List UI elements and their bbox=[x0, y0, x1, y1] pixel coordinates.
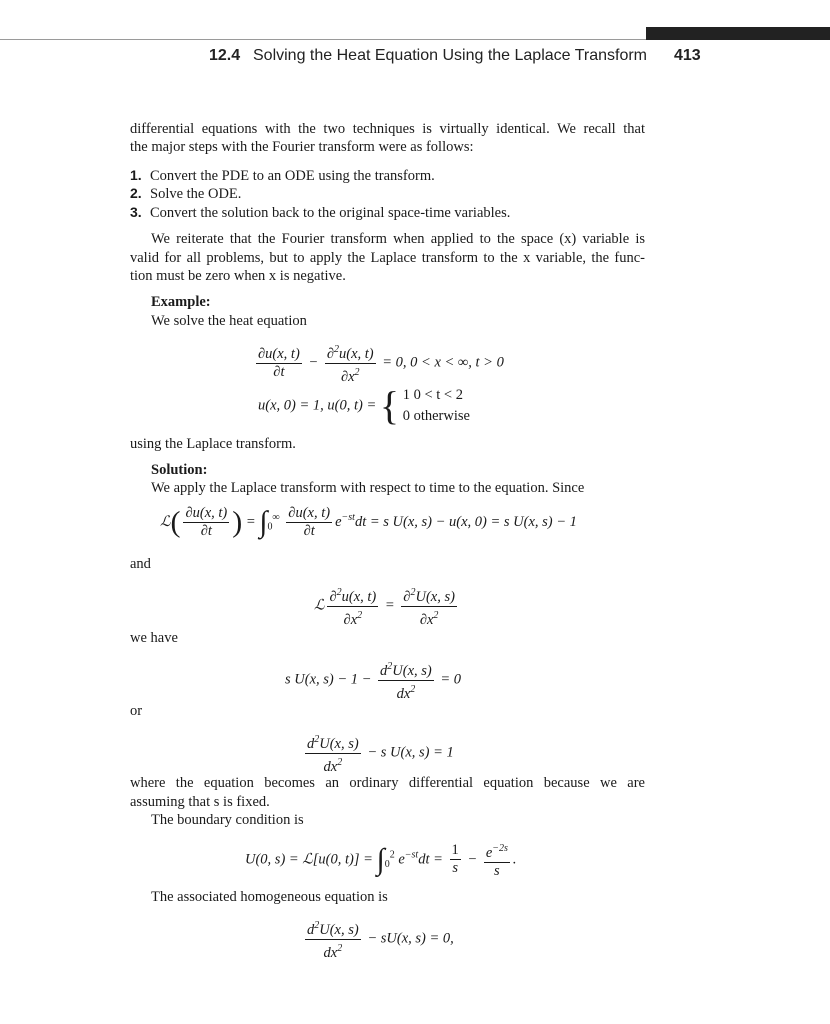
paragraph-line: assuming that s is fixed. bbox=[130, 794, 270, 810]
section-number: 12.4 bbox=[209, 47, 241, 64]
laplace-space-derivative: ℒ $\frac{\partial^2u(x, t)}{\partial x^2}$ = $\frac{\partial^2U(x, s)}{\partial x^2}$ bbox=[314, 584, 460, 629]
paragraph-line: The boundary condition is bbox=[151, 812, 304, 828]
list-number: 2. bbox=[130, 185, 142, 201]
case-line: 0 otherwise bbox=[402, 408, 470, 424]
paragraph-line: We solve the heat equation bbox=[151, 313, 307, 329]
laplace-result: dt = s U(x, s) − u(x, 0) = s U(x, s) − 1 bbox=[354, 513, 577, 530]
paragraph-line: or bbox=[130, 703, 143, 719]
header-tab-block bbox=[646, 27, 830, 40]
initial-conditions: u(x, 0) = 1, u(0, t) = { 1 0 < t < 2 0 otherwise bbox=[258, 383, 470, 428]
list-text: Convert the solution back to the original space-time variables. bbox=[150, 205, 511, 221]
running-header bbox=[0, 45, 704, 69]
condition-text: u(x, 0) = 1, u(0, t) = bbox=[258, 397, 377, 414]
rearranged-ode: $\frac{d^2U(x, s)}{dx^2}$ − s U(x, s) = 1 bbox=[302, 731, 454, 776]
list-text: Convert the PDE to an ODE using the transform. bbox=[150, 168, 435, 184]
paragraph-line: We apply the Laplace transform with respect to time to the equation. Since bbox=[151, 480, 585, 496]
list-item bbox=[130, 166, 435, 185]
list-text: Solve the ODE. bbox=[150, 186, 242, 202]
homogeneous-equation: $\frac{d^2U(x, s)}{dx^2}$ − sU(x, s) = 0, bbox=[302, 917, 454, 962]
paragraph-line: The associated homogeneous equation is bbox=[151, 889, 388, 905]
paragraph-line: the major steps with the Fourier transform were as follows: bbox=[130, 139, 474, 155]
transformed-ode: s U(x, s) − 1 − $\frac{d^2U(x, s)}{dx^2}$ = 0 bbox=[285, 658, 461, 703]
laplace-time-derivative: ℒ( $\frac{\partial u(x, t)}{\partial t}$ ) = $\int_0^\infty$ $\frac{\partial u(x, t)}{\partial t}$ $e^{-st}dt = s$ U(x, s) − u(x, 0) = s U(x, s) − 1 bbox=[160, 505, 577, 539]
paragraph-line: differential equations with the two techniques is virtually identical. We recall that bbox=[130, 121, 645, 137]
paragraph-line: we have bbox=[130, 630, 178, 646]
list-item bbox=[130, 203, 510, 222]
ode-right: − s U(x, s) = 1 bbox=[367, 744, 454, 761]
section-title: Solving the Heat Equation Using the Laplace Transform bbox=[253, 47, 648, 64]
page-number: 413 bbox=[674, 47, 701, 64]
heat-equation-conditions: = 0, 0 < x < ∞, t > 0 bbox=[382, 354, 504, 371]
solution-label: Solution: bbox=[151, 462, 208, 478]
paragraph-line: where the equation becomes an ordinary differential equation because we are bbox=[130, 775, 645, 791]
example-label: Example: bbox=[151, 294, 211, 310]
paragraph-line: using the Laplace transform. bbox=[130, 436, 296, 452]
paragraph-line: valid for all problems, but to apply the Laplace transform to the x variable, the func- bbox=[130, 250, 645, 266]
boundary-condition-equation: U(0, s) = ℒ[u(0, $t)] = \int_0^2$ $e^{-st}dt$ = $\frac{1}{s}$ − $\frac{e^{-2s}}{s}$ . bbox=[245, 840, 517, 880]
ode-left: s U(x, s) − 1 − bbox=[285, 671, 372, 688]
homog-right: − sU(x, s) = 0, bbox=[367, 930, 454, 947]
ode-right: = 0 bbox=[440, 671, 462, 688]
list-number: 1. bbox=[130, 167, 142, 183]
case-line: 1 0 < t < 2 bbox=[402, 387, 463, 403]
paragraph-line: tion must be zero when x is negative. bbox=[130, 268, 346, 284]
bc-left: U(0, s) = ℒ[u(0, t)] = bbox=[245, 851, 373, 868]
list-item bbox=[130, 184, 241, 203]
list-number: 3. bbox=[130, 204, 142, 220]
paragraph-line: and bbox=[130, 556, 151, 572]
heat-equation: $\frac{\partial u(x, t)}{\partial t}$ − $\frac{\partial^2u(x, t)}{\partial x^2}$ = 0, 0 < x < ∞, t > 0 bbox=[253, 341, 504, 386]
paragraph-line: We reiterate that the Fourier transform when applied to the space (x) variable is bbox=[151, 231, 645, 247]
